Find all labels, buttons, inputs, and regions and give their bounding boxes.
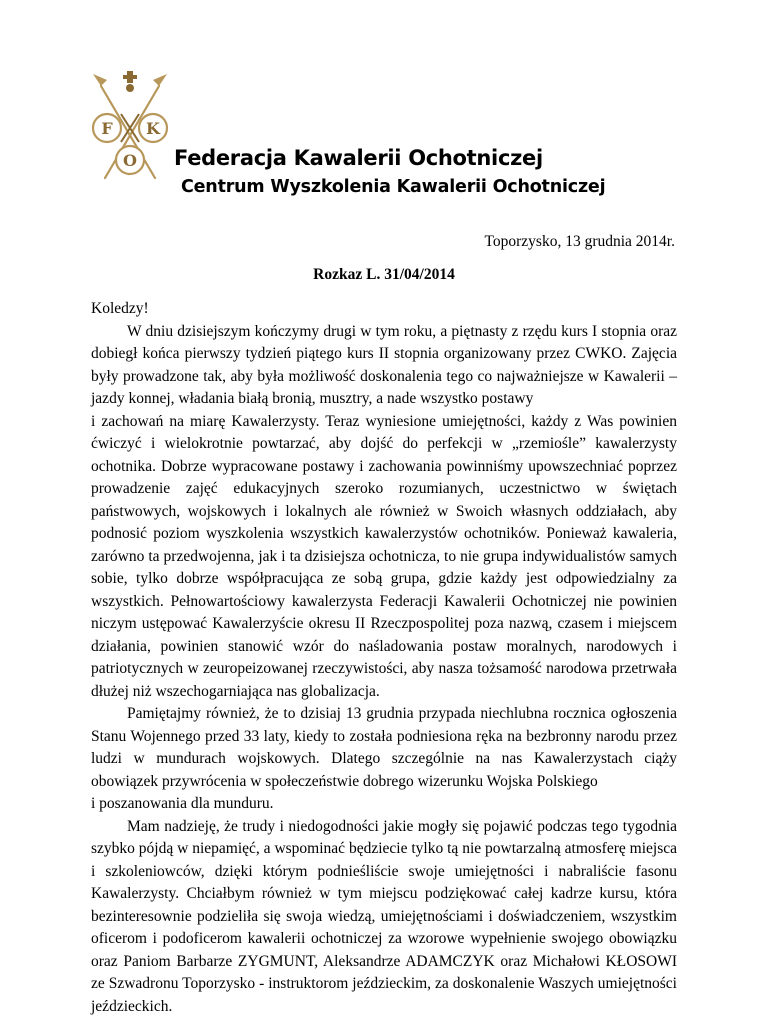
- logo-letter-k: K: [146, 119, 161, 138]
- paragraph: W dniu dzisiejszym kończymy drugi w tym roku, a piętnasty z rzędu kurs I stopnia oraz dobiegł końca pierwszy tydzień piątego kurs II stopnia organizowany przez CWKO. Zajęcia były prowadzone tak, aby była możliwość doskonalenia tego co najważniejsze w Kawalerii – jazdy konnej, władania białą bronią, musztry, a nade wszystko postawy: [91, 321, 677, 411]
- paragraph: i poszanowania dla munduru.: [91, 793, 677, 816]
- organization-name: Federacja Kawalerii Ochotniczej: [174, 146, 543, 170]
- logo-letter-o: O: [123, 151, 137, 170]
- place-and-date: Toporzysko, 13 grudnia 2014r.: [485, 233, 676, 251]
- unit-name: Centrum Wyszkolenia Kawalerii Ochotniczej: [181, 177, 605, 197]
- paragraph: i zachowań na miarę Kawalerzysty. Teraz wyniesione umiejętności, każdy z Was powinien ćwiczyć i wielokrotnie powtarzać, aby dojść do perfekcji w „rzemiośle” kawalerzysty ochotnika. Dobrze wypracowane postawy i zachowania powinniśmy upowszechniać poprzez prowadzenie zajęć edukacyjnych szeroko rozumianych, uczestnictwo w świętach państwowych, wojskowych i lokalnych ale również w Swoich własnych oddziałach, aby podnosić poziom wyszkolenia wszystkich kawalerzystów ochotników. Ponieważ kawaleria, zarówno ta przedwojenna, jak i ta dzisiejsza ochotnicza, to nie grupa indywidualistów samych sobie, tylko dobrze współpracująca ze sobą grupa, gdzie każdy jest odpowiedzialny za wszystkich. Pełnowartościowy kawalerzysta Federacji Kawalerii Ochotniczej nie powinien niczym ustępować Kawalerzyście okresu II Rzeczpospolitej poza nazwą, czasem i miejscem działania, powinien stanowić wzór do naśladowania postaw moralnych, narodowych i patriotycznych w zeuropeizowanej rzeczywistości, aby nasza tożsamość narodowa przetrwała dłużej niż wszechogarniająca nas globalizacja.: [91, 411, 677, 704]
- logo-letter-f: F: [101, 119, 113, 138]
- paragraph: Mam nadzieję, że trudy i niedogodności jakie mogły się pojawić podczas tego tygodnia szybko pójdą w niepamięć, a wspominać będziecie tylko tą nie powtarzalną atmosferę miejsca i szkoleniowców, dzięki którym podnieśliście swoje umiejętności i nabraliście fasonu Kawalerzysty. Chciałbym również w tym miejscu podziękować całej kadrze kursu, która bezinteresownie podzieliła się swoja wiedzą, umiejętnościami i doświadczeniem, wszystkim oficerom i podoficerom kawalerii ochotniczej za wzorowe wypełnienie swojego obowiązku oraz Paniom Barbarze ZYGMUNT, Aleksandrze ADAMCZYK oraz Michałowi KŁOSOWI ze Szwadronu Toporzysko - instruktorom jeździeckim, za doskonalenie Waszych umiejętności jeździeckich.: [91, 816, 677, 1018]
- paragraph: Pamiętajmy również, że to dzisiaj 13 grudnia przypada niechlubna rocznica ogłoszenia Stanu Wojennego przed 33 laty, kiedy to została podniesiona ręka na bezbronny narodu przez ludzi w mundurach wojskowych. Dlatego szczególnie na nas Kawalerzystach ciąży obowiązek przywrócenia w społeczeństwie dobrego wizerunku Wojska Polskiego: [91, 703, 677, 793]
- letter-body: [91, 298, 677, 1018]
- order-number: Rozkaz L. 31/04/2014: [0, 266, 768, 284]
- salutation: Koledzy!: [91, 298, 677, 321]
- federation-emblem-logo: [89, 66, 171, 188]
